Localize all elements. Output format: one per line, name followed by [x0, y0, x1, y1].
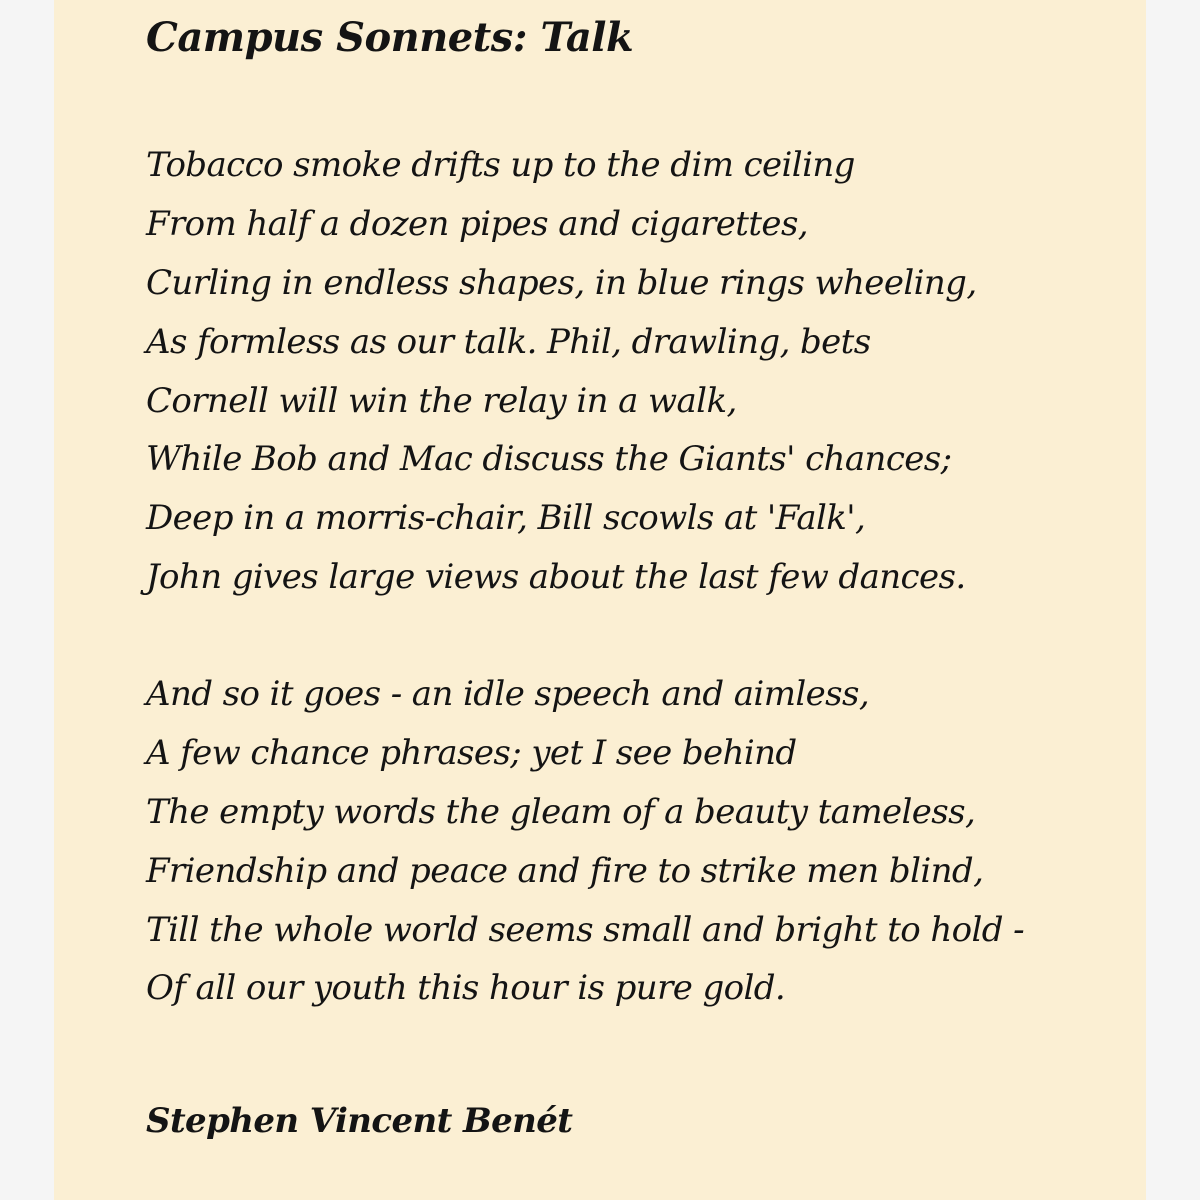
stanza-1 — [146, 136, 977, 607]
poem-line: John gives large views about the last few dances. — [146, 557, 966, 598]
poem-author: Stephen Vincent Benét — [146, 1101, 573, 1141]
poem-line: Deep in a morris-chair, Bill scowls at 'Falk', — [146, 498, 866, 539]
poem-line: Friendship and peace and fire to strike men blind, — [146, 850, 984, 891]
poem-line: The empty words the gleam of a beauty tameless, — [146, 791, 976, 832]
poem-line: Curling in endless shapes, in blue rings wheeling, — [146, 262, 977, 303]
poem-line: Of all our youth this hour is pure gold. — [146, 968, 786, 1009]
poem-line: Cornell will win the relay in a walk, — [146, 380, 737, 421]
poem-line: Tobacco smoke drifts up to the dim ceiling — [146, 145, 855, 185]
poem-line: Till the whole world seems small and bright to hold - — [146, 909, 1025, 950]
poem-line: While Bob and Mac discuss the Giants' chances; — [146, 439, 952, 480]
poem-line: As formless as our talk. Phil, drawling, bets — [146, 321, 871, 362]
poem-line: From half a dozen pipes and cigarettes, — [146, 203, 808, 244]
stanza-2 — [146, 665, 1024, 1018]
poem-title: Campus Sonnets: Talk — [146, 14, 634, 61]
poem-page — [54, 0, 1146, 1200]
poem-line: And so it goes - an idle speech and aimless, — [146, 674, 870, 714]
poem-line: A few chance phrases; yet I see behind — [146, 732, 797, 773]
